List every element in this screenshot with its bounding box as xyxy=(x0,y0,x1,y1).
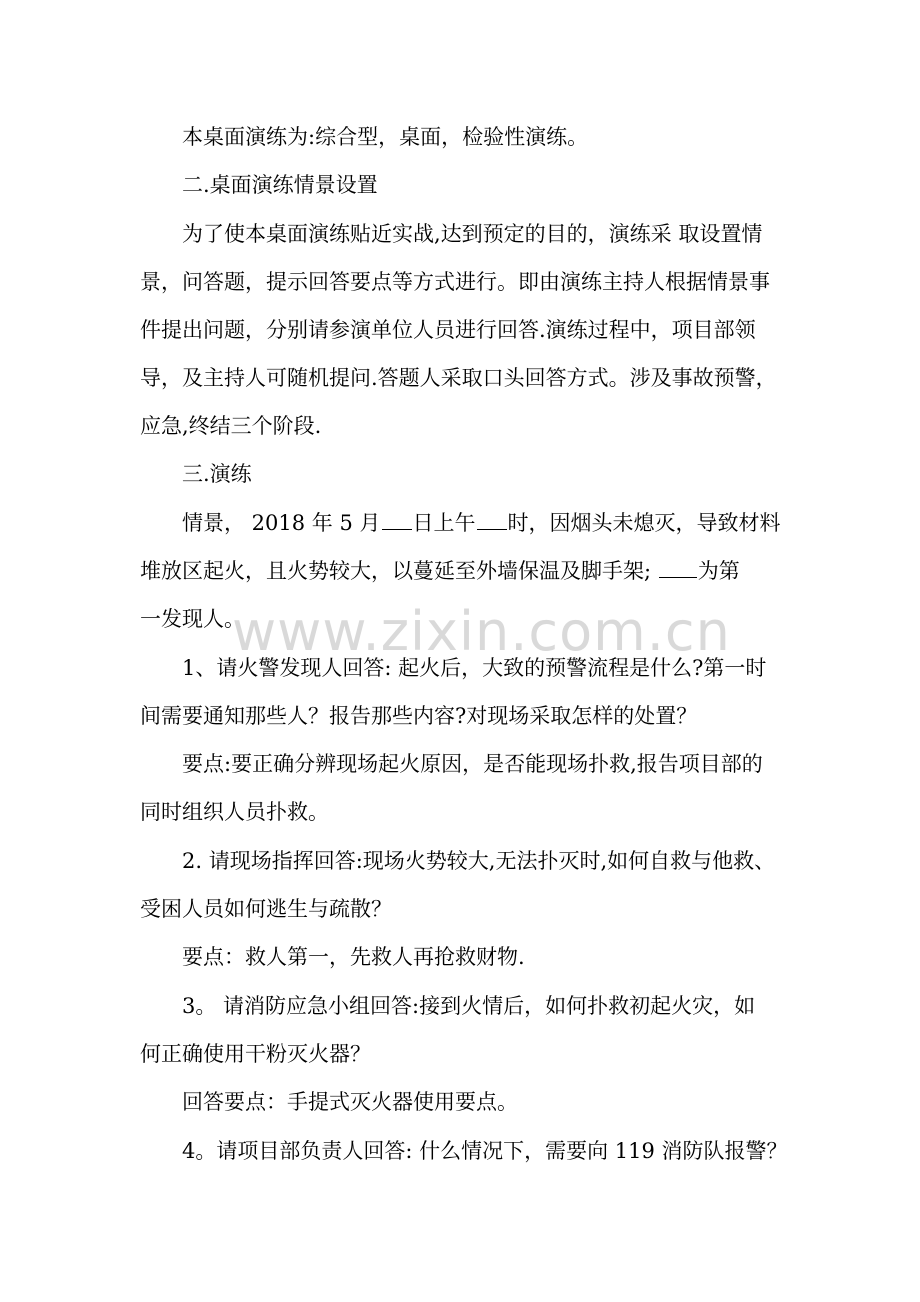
answer-key-3-line: 回答要点：手提式灭火器使用要点。 xyxy=(182,1090,518,1114)
question-3-line: 3。 请消防应急小组回答:接到火情后，如何扑救初起火灾，如 xyxy=(182,994,756,1018)
scenario-text: 为第 xyxy=(697,559,740,583)
question-3-line: 何正确使用干粉灭火器？ xyxy=(140,1042,371,1066)
paragraph-drill-type: 本桌面演练为:综合型，桌面，检验性演练。 xyxy=(182,125,589,149)
fill-in-blank-discoverer xyxy=(659,557,697,578)
answer-key-2-line: 要点：救人第一，先救人再抢救财物. xyxy=(182,945,525,969)
question-1-line: 间需要通知那些人？报告那些内容?对现场采取怎样的处置？ xyxy=(140,704,698,728)
paragraph-intro-line: 应急,终结三个阶段. xyxy=(140,414,322,438)
section-heading-scenario-setup: 二.桌面演练情景设置 xyxy=(182,173,378,197)
fill-in-blank-day xyxy=(382,509,412,530)
paragraph-intro-line: 件提出问题，分别请参演单位人员进行回答.演练过程中，项目部领 xyxy=(140,318,756,342)
answer-key-1-line: 同时组织人员扑救。 xyxy=(140,800,329,824)
question-4-line: 4。请项目部负责人回答: 什么情况下，需要向 119 消防队报警？ xyxy=(182,1139,788,1163)
scenario-line-3: 一发现人。 xyxy=(140,607,245,631)
answer-key-1-line: 要点:要正确分辨现场起火原因，是否能现场扑救,报告项目部的 xyxy=(182,752,763,776)
scenario-text: 日上午 xyxy=(412,511,476,535)
scenario-text: 情景， 2018 年 5 月 xyxy=(182,511,381,535)
paragraph-intro-line: 景，问答题，提示回答要点等方式进行。即由演练主持人根据情景事 xyxy=(140,270,770,294)
scenario-text: 堆放区起火，且火势较大，以蔓延至外墙保温及脚手架; xyxy=(140,559,658,583)
question-2-line: 受困人员如何逃生与疏散？ xyxy=(140,897,392,921)
scenario-line-1 xyxy=(182,509,802,537)
question-1-line: 1、请火警发现人回答: 起火后，大致的预警流程是什么?第一时 xyxy=(182,656,767,680)
scenario-line-2 xyxy=(140,557,800,585)
section-heading-drill: 三.演练 xyxy=(182,462,252,486)
question-2-line: 2. 请现场指挥回答:现场火势较大,无法扑灭时,如何自救与他救、 xyxy=(182,849,776,873)
paragraph-intro-line: 导，及主持人可随机提问.答题人采取口头回答方式。涉及事故预警， xyxy=(140,366,777,390)
paragraph-intro-line: 为了使本桌面演练贴近实战,达到预定的目的，演练采 取设置情 xyxy=(182,222,763,246)
scenario-text: 时，因烟头未熄灭，导致材料 xyxy=(507,511,781,535)
watermark: www.zixin.com.cn xyxy=(232,600,731,663)
fill-in-blank-hour xyxy=(477,509,507,530)
